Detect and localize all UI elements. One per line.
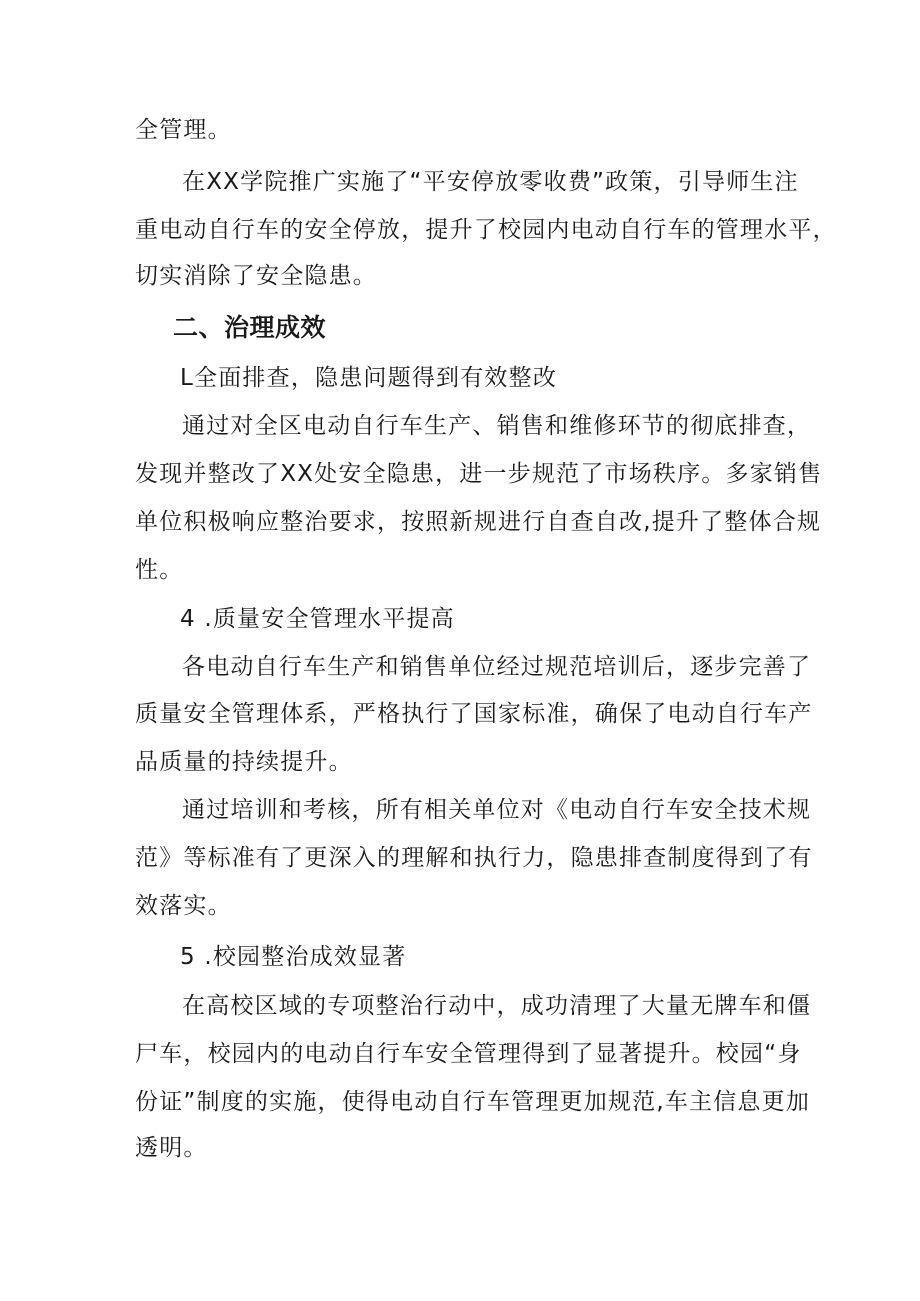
paragraph-line: 单位积极响应整治要求，按照新规进行自查自改,提升了整体合规 [135,509,822,535]
paragraph-line: 发现并整改了XX处安全隐患，进一步规范了市场秩序。多家销售 [135,461,823,487]
paragraph-line: 切实消除了安全隐患。 [135,263,377,289]
paragraph-line: 质量安全管理体系，严格执行了国家标准，确保了电动自行车产 [135,701,813,727]
paragraph-line: 各电动自行车生产和销售单位经过规范培训后，逐步完善了 [182,654,812,680]
paragraph-line: 份证”制度的实施，使得电动自行车管理更加规范,车主信息更加 [135,1089,811,1115]
paragraph-line: 范》等标准有了更深入的理解和执行力，隐患排查制度得到了有 [135,845,813,871]
section-heading: 二、治理成效 [173,313,327,342]
subsection-title: 4 .质量安全管理水平提高 [180,606,455,632]
paragraph-line: 重电动自行车的安全停放，提升了校园内电动自行车的管理水平， [135,217,837,243]
subsection-title: L全面排查，隐患问题得到有效整改 [180,365,558,391]
paragraph-line: 透明。 [135,1135,208,1161]
paragraph-line: 通过对全区电动自行车生产、销售和维修环节的彻底排查， [182,413,812,439]
paragraph-line: 通过培训和考核，所有相关单位对《电动自行车安全技术规 [182,797,812,823]
paragraph-line: 在XX学院推广实施了“平安停放零收费”政策，引导师生注 [182,169,799,195]
paragraph-line: 在高校区域的专项整治行动中，成功清理了大量无牌车和僵 [182,993,812,1019]
paragraph-line: 尸车，校园内的电动自行车安全管理得到了显著提升。校园“身 [135,1041,802,1067]
paragraph-line: 效落实。 [135,893,232,919]
paragraph-line: 性。 [135,557,184,583]
paragraph-line: 品质量的持续提升。 [135,749,353,775]
paragraph-line: 全管理。 [135,117,232,143]
subsection-title: 5 .校园整治成效显著 [180,944,407,970]
